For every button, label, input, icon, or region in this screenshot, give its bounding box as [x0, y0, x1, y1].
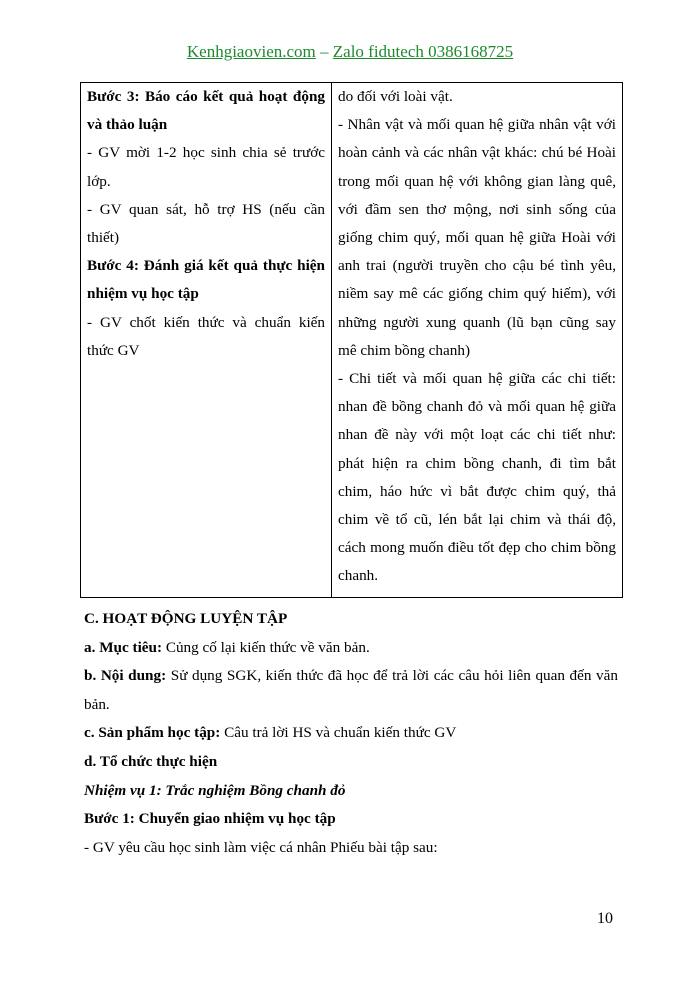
table-row [81, 83, 623, 598]
page-number: 10 [597, 910, 613, 927]
product-text: Câu trả lời HS và chuẩn kiến thức GV [220, 724, 457, 742]
content-label: b. Nội dung: [84, 667, 167, 685]
step1-heading: Bước 1: Chuyển giao nhiệm vụ học tập [84, 810, 336, 828]
header-separator: – [315, 42, 333, 61]
step3-heading: Bước 3: Báo cáo kết quả hoạt động và thảo luận [87, 88, 325, 134]
goal-label: a. Mục tiêu: [84, 638, 163, 656]
header-site[interactable]: Kenhgiaovien.com [186, 42, 316, 61]
goal-line [84, 634, 618, 663]
result-characters: - Nhân vật và mối quan hệ giữa nhân vật với hoàn cảnh và các nhân vật khác: chú bé Hoài trong mối quan hệ với không gian làng quê, với đầm sen thơ mộng, nơi sinh sống của giống chim quý, mối quan hệ giữa Hoài với anh trai (người truyền cho cậu bé tình yêu, niềm say mê các giống chim quý hiếm), với những người xung quanh (lũ bạn cũng say mê chim bồng chanh) [338, 116, 616, 359]
lesson-table [80, 82, 623, 598]
teacher-activity-cell [81, 83, 332, 598]
goal-text: Củng cố lại kiến thức về văn bản. [162, 638, 370, 656]
product-label: c. Sản phẩm học tập: [84, 724, 221, 742]
step1-text: - GV yêu cầu học sinh làm việc cá nhân Phiếu bài tập sau: [84, 838, 438, 856]
result-line-animals: do đối với loài vật. [338, 88, 453, 105]
content-text: Sử dụng SGK, kiến thức đã học để trả lời các câu hỏi liên quan đến văn bản. [84, 667, 618, 713]
step4-item-conclude: - GV chốt kiến thức và chuẩn kiến thức GV [87, 313, 325, 359]
step4-heading: Bước 4: Đánh giá kết quả thực hiện nhiệm vụ học tập [87, 257, 325, 303]
task-heading: Nhiệm vụ 1: Trắc nghiệm Bồng chanh đỏ [84, 781, 346, 799]
practice-section [84, 605, 618, 862]
page-header [0, 42, 700, 62]
step3-item-share: - GV mời 1-2 học sinh chia sẻ trước lớp. [87, 144, 325, 190]
expected-result-cell [332, 83, 623, 598]
product-line [84, 719, 618, 748]
step3-item-observe: - GV quan sát, hỗ trợ HS (nếu cần thiết) [87, 200, 325, 247]
section-heading: C. HOẠT ĐỘNG LUYỆN TẬP [84, 610, 288, 627]
organize-heading: d. Tổ chức thực hiện [84, 752, 218, 770]
content-line [84, 662, 618, 719]
header-contact[interactable]: Zalo fidutech 0386168725 [332, 42, 514, 61]
result-details: - Chi tiết và mối quan hệ giữa các chi tiết: nhan đề bồng chanh đỏ và mối quan hệ giữa nhan đề này với một loạt các chi tiết như: phát hiện ra chim bồng chanh, đi tìm bắt chim, háo hức vì bắt được chim quý, thả chim về tổ cũ, lén bắt lại chim và thái độ, cách mong muốn điều tốt đẹp cho chim bồng chanh. [338, 370, 616, 585]
